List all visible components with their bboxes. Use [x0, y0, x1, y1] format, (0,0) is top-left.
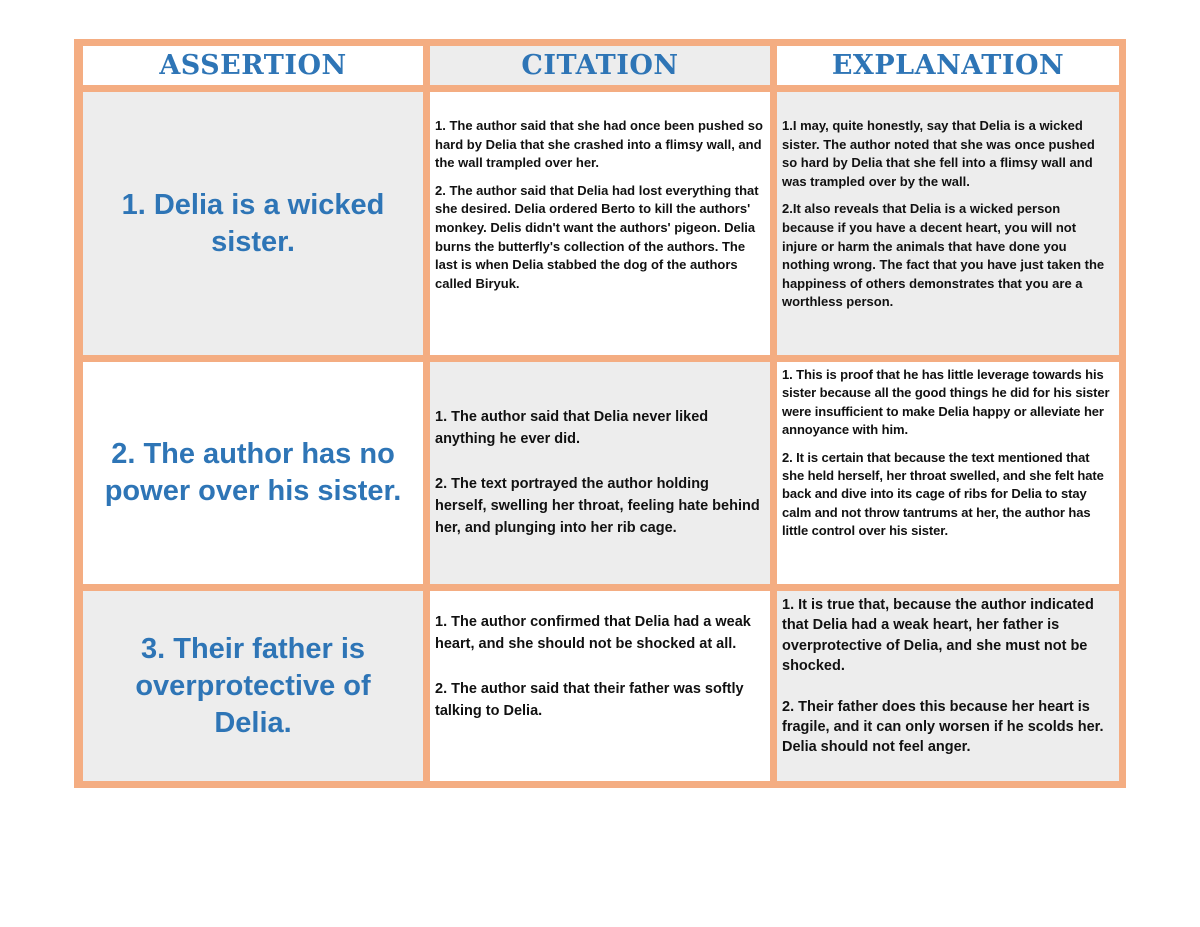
assertion-citation-explanation-table — [74, 39, 1126, 788]
header-explanation: EXPLANATION — [777, 46, 1119, 85]
citation-cell-2 — [430, 362, 770, 584]
header-citation: CITATION — [430, 46, 770, 85]
citation-3-point-1: 1. The author confirmed that Delia had a weak heart, and she should not be shocked at all. — [435, 614, 751, 653]
explanation-1-point-1: 1.I may, quite honestly, say that Delia is a wicked sister. The author noted that she was once pushed so hard by Delia that she fell into a flimsy wall and was trampled over by the wall. — [782, 118, 1095, 189]
assertion-cell-2 — [83, 362, 423, 584]
explanation-cell-3 — [777, 591, 1119, 781]
explanation-2-point-2: 2. It is certain that because the text mentioned that she held herself, her throat swelled, and she felt hate back and dive into its cage of ribs for Delia to stay calm and not throw tantrums at her, the author has little control over his sister. — [782, 449, 1104, 539]
assertion-text-1: 1. Delia is a wicked sister. — [121, 188, 385, 258]
citation-1-point-2: 2. The author said that Delia had lost everything that she desired. Delia ordered Berto to kill the authors' monkey. Delis didn't want the authors' pigeon. Delia burns the butterfly's collection of the authors. The last is when Delia stabbed the dog of the authors called Biryuk. — [435, 182, 759, 291]
header-assertion: ASSERTION — [83, 46, 423, 85]
citation-cell-1 — [430, 92, 770, 355]
citation-3-point-2: 2. The author said that their father was softly talking to Delia. — [435, 680, 744, 719]
citation-cell-3 — [430, 591, 770, 781]
explanation-2-point-1: 1. This is proof that he has little leverage towards his sister because all the good things he did for his sister were insufficient to make Delia happy or alleviate her annoyance with him. — [782, 367, 1110, 438]
assertion-text-2: 2. The author has no power over his sister. — [104, 438, 402, 507]
citation-2-point-2: 2. The text portrayed the author holding herself, swelling her throat, feeling hate behind her, and plunging into her rib cage. — [435, 475, 760, 537]
explanation-cell-1 — [777, 92, 1119, 355]
explanation-1-point-2: 2.It also reveals that Delia is a wicked person because if you have a decent heart, you will not injure or harm the animals that have done you nothing wrong. The fact that you have just taken the happiness of others demonstrates that you are a worthless person. — [782, 201, 1105, 310]
assertion-cell-3 — [83, 591, 423, 781]
assertion-cell-1 — [83, 92, 423, 355]
assertion-text-3: 3. Their father is overprotective of Delia. — [135, 632, 371, 739]
explanation-3-point-1: 1. It is true that, because the author indicated that Delia had a weak heart, her father is overprotective of Delia, and she must not be shocked. — [782, 597, 1094, 675]
explanation-3-point-2: 2. Their father does this because her heart is fragile, and it can only worsen if he scolds her. Delia should not feel anger. — [782, 698, 1104, 756]
citation-1-point-1: 1. The author said that she had once been pushed so hard by Delia that she crashed into a flimsy wall, and the wall trampled over her. — [435, 118, 763, 171]
explanation-cell-2 — [777, 362, 1119, 584]
citation-2-point-1: 1. The author said that Delia never liked anything he ever did. — [435, 409, 709, 448]
